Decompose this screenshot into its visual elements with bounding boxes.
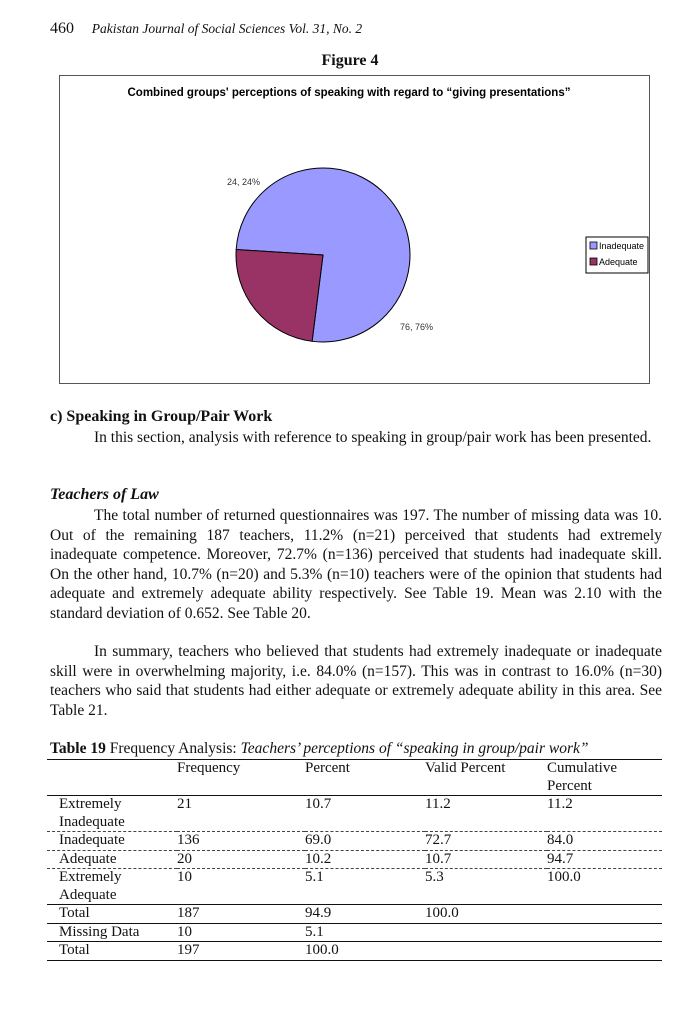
chart-title: Combined groups' perceptions of speaking with regard to “giving presentations” bbox=[127, 87, 571, 99]
table-cell: 10.2 bbox=[305, 850, 425, 869]
table-cell: 10.7 bbox=[305, 796, 425, 832]
table-cell: 20 bbox=[177, 850, 305, 869]
table-cell: 10.7 bbox=[425, 850, 547, 869]
pie-chart bbox=[60, 76, 649, 383]
table-caption bbox=[50, 740, 589, 758]
table-header-cell: Percent bbox=[305, 760, 350, 776]
table-cell: 84.0 bbox=[547, 832, 662, 851]
table-cell: 69.0 bbox=[305, 832, 425, 851]
row-label: Missing Data bbox=[47, 923, 177, 942]
slice-label: 24, 24% bbox=[226, 177, 260, 187]
subheading: Teachers of Law bbox=[50, 486, 159, 503]
row-label: Total bbox=[47, 942, 177, 961]
table-header-cell: Cumulative Percent bbox=[547, 760, 617, 794]
table-cell bbox=[425, 923, 547, 942]
table-row bbox=[47, 923, 662, 942]
table-row bbox=[47, 869, 662, 905]
table-cell: 136 bbox=[177, 832, 305, 851]
table-cell: 11.2 bbox=[425, 796, 547, 832]
table-header-cell bbox=[47, 760, 177, 796]
table-cell: 5.1 bbox=[305, 923, 425, 942]
table-cell bbox=[547, 905, 662, 924]
pie-slice-adequate bbox=[236, 250, 323, 342]
body-paragraph-1: The total number of returned questionnaires was 197. The number of missing data was 10. Out of the remaining 187 teachers, 11.2% (n=21) perceived that students had extremely inadequate competence. Moreover, 72.7% (n=136) perceived that students had inadequate skill. On the other hand, 10.7% (n=20) and 5.3% (n=10) teachers were of the opinion that students had adequate and extremely adequate ability respectively. See Table 19. Mean was 2.10 with the standard deviation of 0.652. See Table 20. bbox=[50, 507, 662, 622]
table-cell: 187 bbox=[177, 905, 305, 924]
intro-paragraph: In this section, analysis with reference to speaking in group/pair work has been presented. bbox=[94, 429, 652, 446]
row-label: Extremely Inadequate bbox=[47, 796, 177, 832]
legend-label: Adequate bbox=[599, 257, 638, 267]
pie-chart-frame bbox=[59, 75, 650, 384]
table-cell bbox=[425, 942, 547, 961]
table-cell bbox=[547, 942, 662, 961]
table-caption-text: Frequency Analysis: bbox=[109, 740, 237, 757]
table-cell: 100.0 bbox=[547, 869, 662, 905]
body-paragraph-2: In summary, teachers who believed that students had extremely inadequate or inadequate skill were in overwhelming majority, i.e. 84.0% (n=157). This was in contrast to 16.0% (n=30) teachers who said that students had either adequate or extremely adequate ability in this area. See Table 21. bbox=[50, 643, 662, 719]
row-label: Adequate bbox=[47, 850, 177, 869]
table-cell: 10 bbox=[177, 869, 305, 905]
row-label: Extremely Adequate bbox=[47, 869, 177, 905]
table-cell: 21 bbox=[177, 796, 305, 832]
table-row bbox=[47, 942, 662, 961]
table-cell: 5.1 bbox=[305, 869, 425, 905]
table-cell: 197 bbox=[177, 942, 305, 961]
journal-title: Pakistan Journal of Social Sciences Vol. 31, No. 2 bbox=[91, 21, 363, 36]
table-header-cell: Valid Percent bbox=[425, 760, 506, 776]
frequency-table bbox=[47, 759, 662, 961]
figure-title: Figure 4 bbox=[321, 52, 379, 69]
table-cell: 94.9 bbox=[305, 905, 425, 924]
table-cell: 72.7 bbox=[425, 832, 547, 851]
table-cell: 10 bbox=[177, 923, 305, 942]
running-head bbox=[50, 20, 362, 38]
legend-swatch bbox=[590, 258, 597, 265]
table-header-row bbox=[47, 760, 662, 796]
table-caption-title: Teachers’ perceptions of “speaking in group/pair work” bbox=[240, 740, 589, 757]
table-row bbox=[47, 832, 662, 851]
legend-label: Inadequate bbox=[599, 241, 645, 251]
table-header-cell: Frequency bbox=[177, 760, 241, 776]
legend-swatch bbox=[590, 242, 597, 249]
table-number: Table 19 bbox=[50, 740, 106, 757]
table-row bbox=[47, 796, 662, 832]
row-label: Total bbox=[47, 905, 177, 924]
table-cell: 100.0 bbox=[425, 905, 547, 924]
table-cell: 94.7 bbox=[547, 850, 662, 869]
slice-label: 76, 76% bbox=[400, 322, 434, 332]
section-heading: c) Speaking in Group/Pair Work bbox=[50, 408, 273, 425]
page-number: 460 bbox=[50, 20, 74, 37]
table-row bbox=[47, 905, 662, 924]
row-label: Inadequate bbox=[47, 832, 177, 851]
table-cell: 5.3 bbox=[425, 869, 547, 905]
table-cell: 11.2 bbox=[547, 796, 662, 832]
table-cell bbox=[547, 923, 662, 942]
table-row bbox=[47, 850, 662, 869]
table-cell: 100.0 bbox=[305, 942, 425, 961]
chart-legend bbox=[586, 237, 648, 273]
